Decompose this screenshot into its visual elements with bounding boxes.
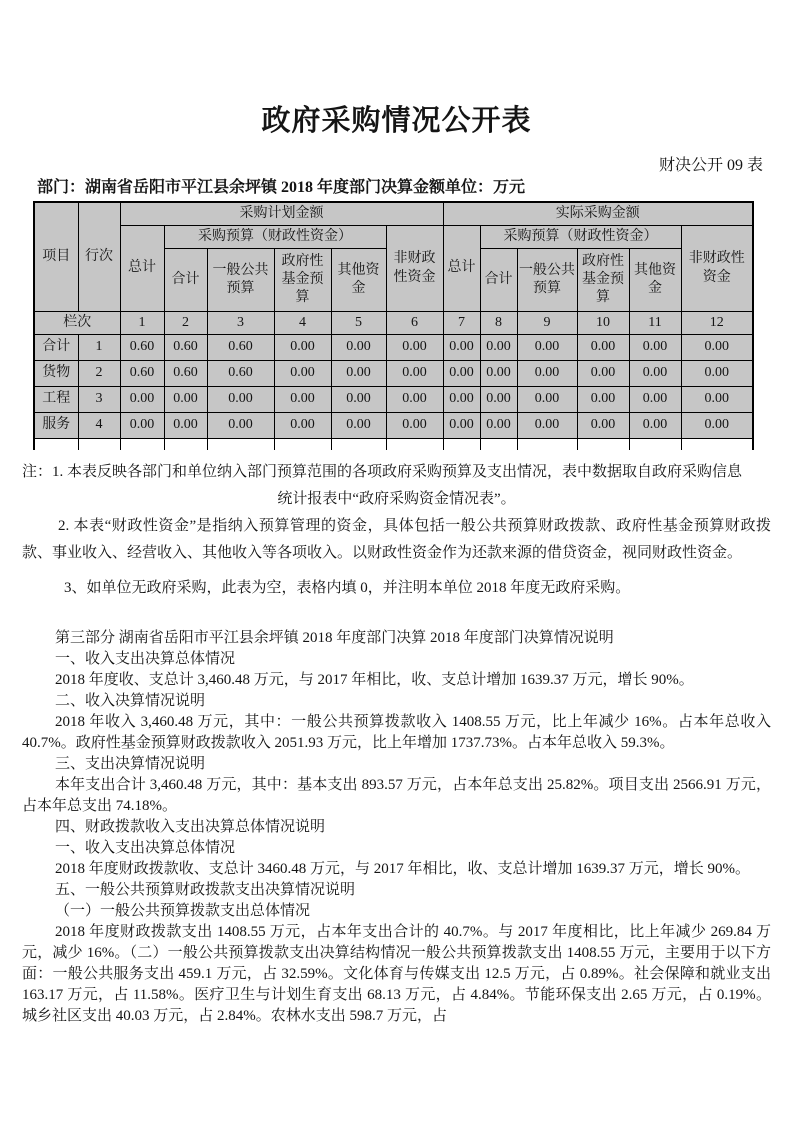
note-1-line-1: 注：1. 本表反映各部门和单位纳入部门预算范围的各项政府采购预算及支出情况，表中数据取自政府采购信息 [22,464,743,480]
page-title: 政府采购情况公开表 [261,105,532,137]
cell: 0.60 [120,335,164,361]
group-header-actual-budget: 采购预算（财政性资金） [480,226,681,249]
group-header-actual-amount: 实际采购金额 [443,202,753,226]
col-header-plan-gov-fund: 政府性基金预算 [274,249,331,312]
col-header-actual-other-funds: 其他资金 [629,249,681,312]
cell: 0.00 [681,413,753,439]
cell: 0.00 [517,335,577,361]
paragraph: 2018 年度财政拨款支出 1408.55 万元，占本年支出合计的 40.7%。与 2017 年度相比，比上年减少 269.84 万元，减少 16%。（二）一般公共预算拨款支出决算结构情况一般公共预算拨款支出 1408.55 万元，主要用于以下方面：一般公共服务支出 459.1 万元，占 32.59%。文化体育与传媒支出 12.5 万元，占 0.89%。社会保障和就业支出 163.17 万元，占 11.58%。医疗卫生与计划生育支出 68.13 万元，占 4.84%。节能环保支出 2.65 万元，占 0.19%。城乡社区支出 40.03 万元，占 2.84%。农林水支出 598.7 万元，占 [22,924,771,1024]
cell: 0.00 [386,335,443,361]
cell: 0.00 [120,387,164,413]
paragraph: 五、一般公共预算财政拨款支出决算情况说明 [55,882,356,898]
cell: 0.60 [207,335,274,361]
table-cutoff-row [34,439,753,451]
form-code-label: 财决公开 09 表 [658,157,763,174]
col-header-actual-total: 总计 [443,226,480,312]
cell: 0.00 [577,413,629,439]
cell: 0.00 [577,387,629,413]
cell: 0.00 [681,335,753,361]
table-row-goods [34,361,753,387]
cell: 0.00 [331,361,386,387]
cell: 0.00 [331,413,386,439]
col-header-actual-gov-fund: 政府性基金预算 [577,249,629,312]
column-index: 7 [443,312,480,335]
paragraph: 一、收入支出决算总体情况 [55,840,236,856]
group-header-plan-amount: 采购计划金额 [120,202,443,226]
row-label: 工程 [34,387,78,413]
column-index: 12 [681,312,753,335]
col-header-item: 项目 [34,202,78,312]
cell: 0.00 [480,335,517,361]
row-no: 4 [78,413,120,439]
cell: 0.60 [164,335,207,361]
paragraph: 二、收入决算情况说明 [55,693,206,709]
cell: 0.00 [207,387,274,413]
note-2: 2. 本表“财政性资金”是指纳入预算管理的资金，具体包括一般公共预算财政拨款、政府性基金预算财政拨款、事业收入、经营收入、其他收入等各项收入。以财政性资金作为还款来源的借贷资金，视同财政性资金。 [22,518,771,561]
column-index: 1 [120,312,164,335]
cell: 0.00 [480,413,517,439]
cell: 0.00 [164,387,207,413]
cell: 0.00 [443,387,480,413]
cell: 0.00 [480,387,517,413]
cell: 0.60 [207,361,274,387]
column-index: 9 [517,312,577,335]
cell: 0.00 [681,387,753,413]
paragraph: 四、财政拨款收入支出决算总体情况说明 [55,819,326,835]
cell: 0.00 [517,413,577,439]
paragraph: 一、收入支出决算总体情况 [55,651,236,667]
col-header-row-no: 行次 [78,202,120,312]
paragraph: 2018 年收入 3,460.48 万元，其中：一般公共预算拨款收入 1408.55 万元，比上年减少 16%。占本年总收入 40.7%。政府性基金预算财政拨款收入 2051.93 万元，比上年增加 1737.73%。占本年总收入 59.3%。 [22,714,771,751]
column-index: 3 [207,312,274,335]
cell: 0.00 [629,413,681,439]
row-no: 3 [78,387,120,413]
cell: 0.00 [629,387,681,413]
cell: 0.00 [274,387,331,413]
note-3: 3、如单位无政府采购，此表为空，表格内填 0，并注明本单位 2018 年度无政府采购。 [64,580,631,596]
cell: 0.00 [517,387,577,413]
cell: 0.00 [577,335,629,361]
cell: 0.00 [207,413,274,439]
cell: 0.00 [681,361,753,387]
col-header-actual-general-public: 一般公共预算 [517,249,577,312]
row-no: 1 [78,335,120,361]
notes-block [22,459,771,602]
column-index: 8 [480,312,517,335]
note-1-line-2: 统计报表中“政府采购资金情况表”。 [277,491,516,507]
cell: 0.00 [386,387,443,413]
cell: 0.00 [629,361,681,387]
cell: 0.00 [331,335,386,361]
column-index-row [34,312,753,335]
row-label: 合计 [34,335,78,361]
cell: 0.00 [274,413,331,439]
group-header-plan-budget: 采购预算（财政性资金） [164,226,386,249]
column-index: 11 [629,312,681,335]
row-label: 服务 [34,413,78,439]
column-index: 10 [577,312,629,335]
cell: 0.00 [443,361,480,387]
table-row-projects [34,387,753,413]
col-header-actual-sum: 合计 [480,249,517,312]
paragraph: 三、支出决算情况说明 [55,756,206,772]
col-header-plan-nonfiscal: 非财政性资金 [386,226,443,312]
table-row-total [34,335,753,361]
column-index: 2 [164,312,207,335]
column-index: 6 [386,312,443,335]
section-heading: 第三部分 湖南省岳阳市平江县余坪镇 2018 年度部门决算 2018 年度部门决算情况说明 [55,630,614,646]
cell: 0.00 [386,413,443,439]
paragraph: 2018 年度收、支总计 3,460.48 万元，与 2017 年相比，收、支总计增加 1639.37 万元，增长 90%。 [55,672,694,688]
department-line: 部门：湖南省岳阳市平江县余坪镇 2018 年度部门决算金额单位：万元 [37,179,526,196]
col-header-plan-total: 总计 [120,226,164,312]
procurement-table [33,201,754,450]
cell: 0.00 [443,413,480,439]
cell: 0.00 [331,387,386,413]
paragraph: （一）一般公共预算拨款支出总体情况 [55,903,311,919]
column-index: 4 [274,312,331,335]
col-header-plan-sum: 合计 [164,249,207,312]
column-index: 5 [331,312,386,335]
cell: 0.00 [274,335,331,361]
cell: 0.60 [120,361,164,387]
cell: 0.60 [164,361,207,387]
cell: 0.00 [577,361,629,387]
row-label: 货物 [34,361,78,387]
col-header-plan-other-funds: 其他资金 [331,249,386,312]
cell: 0.00 [629,335,681,361]
cell: 0.00 [517,361,577,387]
cell: 0.00 [120,413,164,439]
col-header-actual-nonfiscal: 非财政性资金 [681,226,753,312]
column-index-label: 栏次 [34,312,120,335]
section-three-text [22,628,771,1027]
cell: 0.00 [164,413,207,439]
paragraph: 本年支出合计 3,460.48 万元，其中：基本支出 893.57 万元，占本年总支出 25.82%。项目支出 2566.91 万元，占本年总支出 74.18%。 [22,777,771,814]
col-header-plan-general-public: 一般公共预算 [207,249,274,312]
paragraph: 2018 年度财政拨款收、支总计 3460.48 万元，与 2017 年相比，收、支总计增加 1639.37 万元，增长 90%。 [55,861,750,877]
row-no: 2 [78,361,120,387]
cell: 0.00 [480,361,517,387]
cell: 0.00 [386,361,443,387]
cell: 0.00 [274,361,331,387]
table-row-services [34,413,753,439]
cell: 0.00 [443,335,480,361]
